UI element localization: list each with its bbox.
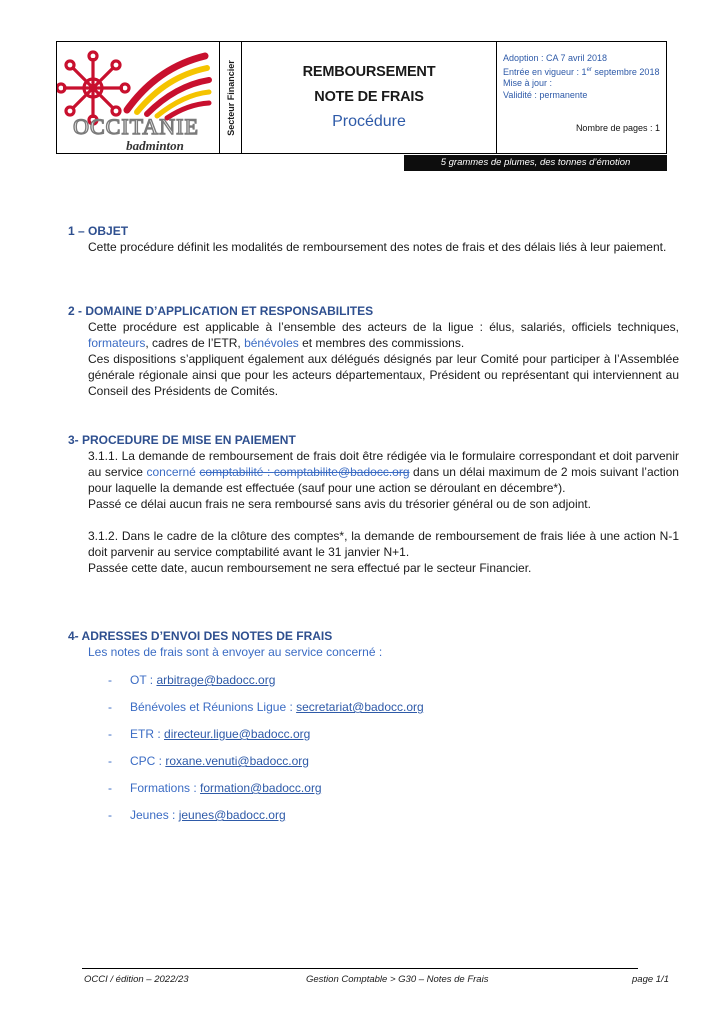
entree-line: Entrée en vigueur : 1er septembre 2018 <box>503 66 660 77</box>
list-item: - Jeunes : jeunes@badocc.org <box>108 808 424 835</box>
email-link[interactable]: formation@badocc.org <box>200 781 322 795</box>
title-line-1: REMBOURSEMENT <box>302 64 436 80</box>
paragraph: 3.1.2. Dans le cadre de la clôture des comptes*, la demande de remboursement de frais liée à une action N-1 doit parvenir au service comptabilité avant le 31 janvier N+1. <box>88 529 679 559</box>
sector-label: Secteur Financier <box>225 59 236 136</box>
logo-sub: badminton <box>126 138 184 153</box>
section-heading: 4- ADRESSES D’ENVOI DES NOTES DE FRAIS <box>68 629 333 643</box>
validite-line: Validité : permanente <box>503 89 588 100</box>
list-item: - ETR : directeur.ligue@badocc.org <box>108 727 424 754</box>
email-link[interactable]: secretariat@badocc.org <box>296 700 424 714</box>
list-item: - Formations : formation@badocc.org <box>108 781 424 808</box>
footer-center: Gestion Comptable > G30 – Notes de Frais <box>306 974 489 985</box>
logo-word: OCCITANIE <box>73 114 199 139</box>
meta-cell <box>497 42 666 153</box>
page-count: Nombre de pages : 1 <box>575 123 660 133</box>
section-objet <box>68 223 679 255</box>
footer-right: page 1/1 <box>632 974 669 985</box>
adoption-info <box>503 53 659 101</box>
list-item: - Bénévoles et Réunions Ligue : secretariat@badocc.org <box>108 700 424 727</box>
footer-divider <box>82 968 638 969</box>
list-item: - OT : arbitrage@badocc.org <box>108 673 424 700</box>
email-link[interactable]: roxane.venuti@badocc.org <box>165 754 309 768</box>
paragraph: Cette procédure est applicable à l’ensemble des acteurs de la ligue : élus, salariés, officiels techniques, formateurs, cadres de l’ETR, bénévoles et membres des commissions. <box>88 320 679 350</box>
slogan-banner: 5 grammes de plumes, des tonnes d’émotion <box>404 155 667 171</box>
address-list <box>108 673 424 835</box>
title-cell <box>242 42 497 153</box>
section-domaine <box>68 303 679 399</box>
sector-cell <box>220 42 242 153</box>
paragraph: Passé ce délai aucun frais ne sera remboursé sans avis du trésorier général ou de son adjoint. <box>88 497 591 511</box>
title-line-2: NOTE DE FRAIS <box>314 89 424 105</box>
section-heading: 1 – OBJET <box>68 224 129 238</box>
document-header <box>56 41 667 154</box>
adoption-line: Adoption : CA 7 avril 2018 <box>503 53 608 63</box>
email-link[interactable]: jeunes@badocc.org <box>178 808 286 822</box>
paragraph: Ces dispositions s’appliquent également aux délégués désignés par leur Comité pour participer à l’Assemblée générale régionale ainsi que pour les acteurs départementaux, Président ou représentant qui interviennent au Conseil des Présidents de Comités. <box>88 352 679 398</box>
email-link[interactable]: arbitrage@badocc.org <box>156 673 276 687</box>
section-text: Cette procédure définit les modalités de remboursement des notes de frais et des délais liés à leur paiement. <box>88 240 667 254</box>
email-link[interactable]: directeur.ligue@badocc.org <box>164 727 311 741</box>
mise-a-jour-line: Mise à jour : <box>503 78 553 88</box>
section-intro: Les notes de frais sont à envoyer au service concerné : <box>88 645 383 659</box>
section-procedure <box>68 432 679 576</box>
paragraph: 3.1.1. La demande de remboursement de frais doit être rédigée via le formulaire correspondant et doit parvenir au service concerné comptabilité : comptabilite@badocc.org dans un délai maximum de 2 mois suivant l’action pour laquelle la demande est effectuée (sauf pour une action se déroulant en décembre*). <box>88 449 679 495</box>
title-line-3: Procédure <box>332 113 406 130</box>
logo-cell <box>57 42 220 153</box>
footer-left: OCCI / édition – 2022/23 <box>84 974 189 985</box>
paragraph: Passée cette date, aucun remboursement ne sera effectué par le secteur Financier. <box>88 561 532 575</box>
section-heading: 2 - DOMAINE D’APPLICATION ET RESPONSABILITES <box>68 304 374 318</box>
occitanie-badminton-logo <box>57 42 220 153</box>
section-adresses <box>68 628 679 660</box>
list-item: - CPC : roxane.venuti@badocc.org <box>108 754 424 781</box>
section-heading: 3- PROCEDURE DE MISE EN PAIEMENT <box>68 433 296 447</box>
